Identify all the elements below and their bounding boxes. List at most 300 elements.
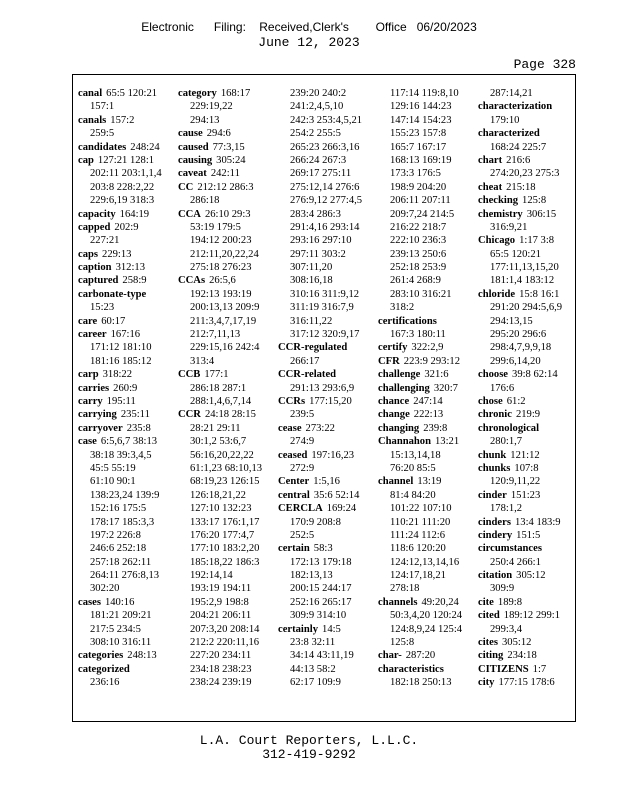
index-entry: [478, 542, 573, 555]
page-line-references: 157:1: [90, 101, 115, 113]
index-entry-continuation: [178, 248, 273, 261]
page-line-references: 229:13: [102, 248, 132, 260]
court-reporter-phone: 312-419-9292: [262, 747, 356, 762]
page-line-references: 252:16 265:17: [290, 596, 352, 608]
index-term: checking: [478, 195, 519, 207]
index-entry-continuation: [78, 623, 173, 636]
index-term: characteristics: [378, 663, 444, 675]
page-line-references: 28:21 29:11: [190, 422, 241, 434]
index-entry-continuation: [278, 649, 373, 662]
index-entry: [278, 502, 373, 515]
index-entry: [78, 382, 173, 395]
index-entry: [78, 422, 173, 435]
page-line-references: 294:13,15: [490, 315, 533, 327]
index-entry-continuation: [178, 676, 273, 689]
index-entry-continuation: [178, 301, 273, 314]
index-term: cited: [478, 610, 500, 622]
index-term: canals: [78, 114, 107, 126]
index-entry-continuation: [278, 676, 373, 689]
index-entry-continuation: [178, 542, 273, 555]
index-entry: [278, 489, 373, 502]
page-line-references: 178:17 185:3,3: [90, 516, 155, 528]
index-entry-continuation: [178, 422, 273, 435]
page-line-references: 127:21 128:1: [97, 154, 155, 166]
page-line-references: 219:9: [515, 409, 541, 421]
page-line-references: 320:7: [433, 382, 458, 394]
page-line-references: 308:16,18: [290, 275, 333, 287]
index-entry-continuation: [78, 609, 173, 622]
index-entry-continuation: [78, 301, 173, 314]
page-line-references: 58:3: [313, 543, 333, 555]
index-entry-continuation: [178, 328, 273, 341]
page-line-references: 133:17 176:1,17: [190, 516, 260, 528]
index-term: carries: [78, 382, 110, 394]
index-entry-continuation: [278, 569, 373, 582]
index-entry: [78, 141, 173, 154]
index-entry-continuation: [278, 516, 373, 529]
index-term: CCAs: [178, 275, 206, 287]
page-line-references: 242:11: [210, 168, 240, 180]
index-term: characterization: [478, 101, 553, 113]
page-line-references: 216:22 218:7: [390, 221, 447, 233]
index-entry-continuation: [378, 248, 473, 261]
page-line-references: 68:19,23 126:15: [190, 476, 260, 488]
index-entry: [278, 422, 373, 435]
page-line-references: 266:24 267:3: [290, 154, 347, 166]
page-line-references: 283:10 316:21: [390, 288, 452, 300]
index-entry-continuation: [478, 475, 573, 488]
page-line-references: 168:13 169:19: [390, 154, 452, 166]
page-line-references: 26:5,6: [209, 275, 236, 287]
index-entry: [478, 208, 573, 221]
page-line-references: 195:2,9 198:8: [190, 596, 249, 608]
page-line-references: 34:14 43:11,19: [290, 650, 354, 662]
index-entry: [78, 435, 173, 448]
page-line-references: 212:12 286:3: [197, 181, 254, 193]
index-entry: [378, 663, 473, 676]
page-line-references: 26:10 29:3: [204, 208, 251, 220]
index-entry-continuation: [78, 516, 173, 529]
index-term: CCRs: [278, 395, 306, 407]
page-line-references: 168:24 225:7: [490, 141, 547, 153]
index-entry: [178, 127, 273, 140]
index-term: carryover: [78, 422, 123, 434]
index-entry: [478, 462, 573, 475]
index-term: CCR: [178, 409, 201, 421]
index-entry-continuation: [178, 502, 273, 515]
index-entry-continuation: [278, 261, 373, 274]
page-line-references: 1:17 3:8: [519, 235, 555, 247]
page-line-references: 197:16,23: [311, 449, 355, 461]
index-term: case: [78, 436, 97, 448]
page-line-references: 308:10 316:11: [90, 637, 152, 649]
page-line-references: 258:9: [122, 275, 147, 287]
page-line-references: 1:5,16: [313, 476, 340, 488]
index-entry: [78, 87, 173, 100]
page-line-references: 35:6 52:14: [313, 489, 360, 501]
index-entry-continuation: [478, 261, 573, 274]
index-term: caption: [78, 262, 112, 274]
index-entry-continuation: [78, 127, 173, 140]
index-term: caps: [78, 248, 99, 260]
page-line-references: 260:9: [113, 382, 138, 394]
page-line-references: 177:10 183:2,20: [190, 543, 260, 555]
page-line-references: 316:11,22: [290, 315, 333, 327]
index-entry-continuation: [478, 315, 573, 328]
page-line-references: 234:18: [507, 650, 537, 662]
index-entry-continuation: [178, 288, 273, 301]
page-line-references: 194:12 200:23: [190, 235, 252, 247]
index-entry: [78, 154, 173, 167]
page-line-references: 261:4 268:9: [390, 275, 441, 287]
page-line-references: 217:5 234:5: [90, 623, 141, 635]
index-entry-continuation: [378, 114, 473, 127]
page-line-references: 265:23 266:3,16: [290, 141, 360, 153]
page-line-references: 181:1,4 183:12: [490, 275, 555, 287]
page-line-references: 81:4 84:20: [390, 489, 436, 501]
page-line-references: 203:8 228:2,22: [90, 181, 155, 193]
index-entry-continuation: [478, 435, 573, 448]
index-term: CCA: [178, 208, 201, 220]
page-line-references: 247:14: [413, 395, 443, 407]
index-entry-continuation: [178, 596, 273, 609]
index-entry-continuation: [378, 87, 473, 100]
page-line-references: 246:6 252:18: [90, 543, 147, 555]
page-line-references: 274:9: [290, 436, 315, 448]
index-entry-continuation: [378, 556, 473, 569]
index-entry-continuation: [178, 529, 273, 542]
page-line-references: 216:6: [506, 154, 531, 166]
index-entry: [178, 87, 273, 100]
page-line-references: 313:4: [190, 355, 215, 367]
index-entry: [78, 596, 173, 609]
index-term: challenging: [378, 382, 430, 394]
index-term: care: [78, 315, 98, 327]
page-line-references: 311:19 316:7,9: [290, 302, 354, 314]
index-entry-continuation: [178, 355, 273, 368]
page-line-references: 125:8: [390, 637, 415, 649]
index-entry-continuation: [178, 382, 273, 395]
index-term: CCB: [178, 369, 201, 381]
index-entry-continuation: [378, 489, 473, 502]
index-entry-continuation: [278, 154, 373, 167]
page-line-references: 297:11 303:2: [290, 248, 346, 260]
page-line-references: 65:5 120:21: [106, 88, 158, 99]
page-line-references: 229:15,16 242:4: [190, 342, 260, 354]
page-line-references: 185:18,22 186:3: [190, 556, 260, 568]
index-entry-continuation: [478, 382, 573, 395]
index-entry-continuation: [478, 221, 573, 234]
page-line-references: 269:17 275:11: [290, 168, 352, 180]
index-term: cheat: [478, 181, 503, 193]
index-term: capacity: [78, 208, 116, 220]
index-entry-continuation: [478, 114, 573, 127]
index-entry-continuation: [178, 435, 273, 448]
page-line-references: 264:11 276:8,13: [90, 570, 160, 582]
index-term: channels: [378, 596, 418, 608]
index-column-5: [478, 87, 573, 690]
page-line-references: 179:10: [490, 114, 520, 126]
index-entry: [478, 154, 573, 167]
page-line-references: 291:20 294:5,6,9: [490, 302, 563, 314]
index-entry-continuation: [278, 141, 373, 154]
page-line-references: 192:13 193:19: [190, 288, 252, 300]
page-line-references: 44:13 58:2: [290, 663, 336, 675]
index-term: categorized: [78, 663, 130, 675]
page-line-references: 293:16 297:10: [290, 235, 352, 247]
page-line-references: 164:19: [119, 208, 150, 220]
index-entry: [78, 261, 173, 274]
page-line-references: 15:13,14,18: [390, 449, 441, 461]
page-line-references: 124:8,9,24 125:4: [390, 623, 463, 635]
index-entry-continuation: [78, 355, 173, 368]
page-line-references: 169:24: [326, 503, 357, 515]
index-entry: [178, 141, 273, 154]
index-entry-continuation: [478, 328, 573, 341]
page-line-references: 13:4 183:9: [514, 516, 561, 528]
index-entry: [478, 569, 573, 582]
page-line-references: 222:13: [413, 409, 444, 421]
page-line-references: 124:17,18,21: [390, 570, 446, 582]
page-line-references: 287:20: [405, 650, 436, 662]
index-entry: [378, 382, 473, 395]
index-entry: [78, 368, 173, 381]
index-entry-continuation: [78, 234, 173, 247]
index-entry: [78, 288, 173, 301]
page-line-references: 176:6: [490, 382, 515, 394]
index-entry-continuation: [178, 221, 273, 234]
page-line-references: 101:22 107:10: [390, 503, 452, 515]
page-line-references: 206:11 207:11: [390, 195, 451, 207]
page-line-references: 157:2: [110, 114, 135, 126]
index-entry: [378, 475, 473, 488]
page-line-references: 248:13: [127, 650, 157, 662]
page-line-references: 310:16 311:9,12: [290, 288, 360, 300]
index-term: cinder: [478, 489, 507, 501]
page-line-references: 178:1,2: [490, 503, 523, 515]
index-term: CCR-regulated: [278, 342, 348, 354]
index-entry-continuation: [78, 462, 173, 475]
page-line-references: 242:3 253:4,5,21: [290, 114, 363, 126]
index-term: chloride: [478, 288, 516, 300]
index-term: carp: [78, 369, 99, 381]
page-line-references: 62:17 109:9: [290, 677, 341, 689]
page-line-references: 129:16 144:23: [390, 101, 452, 113]
page-line-references: 288:1,4,6,7,14: [190, 395, 252, 407]
page-line-references: 182:18 250:13: [390, 677, 452, 689]
index-entry-continuation: [278, 194, 373, 207]
index-entry-continuation: [378, 221, 473, 234]
index-term: cites: [478, 637, 498, 649]
index-entry-continuation: [178, 582, 273, 595]
index-entry-continuation: [478, 167, 573, 180]
index-entry: [478, 408, 573, 421]
index-term: cases: [78, 596, 101, 608]
page-line-references: 23:8 32:11: [290, 637, 336, 649]
index-entry-continuation: [178, 341, 273, 354]
page-line-references: 307:11,20: [290, 262, 333, 274]
index-entry-continuation: [478, 582, 573, 595]
page-line-references: 294:6: [206, 128, 231, 140]
page-line-references: 49:20,24: [421, 596, 459, 608]
index-term: citing: [478, 650, 504, 662]
index-term: chemistry: [478, 208, 523, 220]
index-entry-continuation: [478, 248, 573, 261]
index-column-2: [178, 87, 273, 690]
index-term: categories: [78, 650, 124, 662]
page-line-references: 117:14 119:8,10: [390, 88, 459, 99]
index-entry-continuation: [278, 234, 373, 247]
index-entry-continuation: [278, 288, 373, 301]
page-line-references: 274:20,23 275:3: [490, 168, 560, 180]
page-line-references: 110:21 111:20: [390, 516, 451, 528]
page-line-references: 121:12: [510, 449, 540, 461]
page-line-references: 280:1,7: [490, 436, 523, 448]
index-entry: [478, 194, 573, 207]
index-column-4: [378, 87, 473, 690]
filing-header: Electronic Filing: Received,Clerk's Office 06/20/2023: [141, 20, 477, 34]
page-line-references: 207:3,20 208:14: [190, 623, 260, 635]
page-line-references: 193:19 194:11: [190, 583, 252, 595]
index-entry: [78, 315, 173, 328]
page-line-references: 239:5: [290, 409, 315, 421]
index-term: ceased: [278, 449, 308, 461]
index-entry-continuation: [378, 288, 473, 301]
index-entry-continuation: [278, 582, 373, 595]
page-line-references: 38:18 39:3,4,5: [90, 449, 152, 461]
page-line-references: 278:18: [390, 583, 420, 595]
index-term: canal: [78, 88, 103, 99]
index-entry-continuation: [78, 489, 173, 502]
page-line-references: 200:15 244:17: [290, 583, 352, 595]
index-entry-continuation: [178, 395, 273, 408]
page-line-references: 257:18 262:11: [90, 556, 152, 568]
index-entry: [278, 475, 373, 488]
index-entry: [378, 422, 473, 435]
page-line-references: 318:22: [102, 369, 133, 381]
page-line-references: 211:3,4,7,17,19: [190, 315, 257, 327]
page-line-references: 286:18: [190, 195, 220, 207]
index-entry-continuation: [178, 449, 273, 462]
index-term: chart: [478, 154, 503, 166]
page-line-references: 177:15 178:6: [498, 677, 555, 689]
page-line-references: 111:24 112:6: [390, 529, 446, 541]
index-term: challenge: [378, 369, 421, 381]
page-line-references: 283:4 286:3: [290, 208, 341, 220]
index-entry: [278, 341, 373, 354]
index-entry: [478, 422, 573, 435]
index-term: chunk: [478, 449, 507, 461]
index-term: cease: [278, 422, 302, 434]
index-entry-continuation: [178, 194, 273, 207]
page-line-references: 176:20 177:4,7: [190, 529, 255, 541]
page-line-references: 287:14,21: [490, 88, 533, 99]
index-entry-continuation: [478, 355, 573, 368]
index-entry-continuation: [378, 100, 473, 113]
page-line-references: 309:9 314:10: [290, 610, 347, 622]
page-line-references: 305:24: [216, 154, 246, 166]
index-entry: [178, 368, 273, 381]
index-entry-continuation: [178, 234, 273, 247]
index-entry-continuation: [378, 582, 473, 595]
index-entry-continuation: [78, 529, 173, 542]
page-line-references: 151:5: [516, 529, 541, 541]
index-entry-continuation: [478, 341, 573, 354]
index-entry-continuation: [278, 408, 373, 421]
index-entry-continuation: [378, 127, 473, 140]
page-line-references: 168:17: [220, 88, 251, 99]
index-term: change: [378, 409, 410, 421]
page-line-references: 317:12 320:9,17: [290, 329, 360, 341]
page-line-references: 222:10 236:3: [390, 235, 447, 247]
page-line-references: 60:17: [101, 315, 126, 327]
index-entry-continuation: [78, 676, 173, 689]
page-line-references: 152:16 175:5: [90, 503, 147, 515]
page-line-references: 181:21 209:21: [90, 610, 152, 622]
index-term: CC: [178, 181, 194, 193]
page-line-references: 227:20 234:11: [190, 650, 252, 662]
page-line-references: 200:13,13 209:9: [190, 302, 260, 314]
index-entry: [478, 663, 573, 676]
index-term: characterized: [478, 128, 540, 140]
page-line-references: 138:23,24 139:9: [90, 489, 160, 501]
index-term: city: [478, 677, 495, 689]
index-entry: [478, 368, 573, 381]
page-line-references: 24:18 28:15: [204, 409, 256, 421]
index-entry: [178, 208, 273, 221]
index-box: [72, 74, 576, 722]
page-line-references: 254:2 255:5: [290, 128, 341, 140]
page-line-references: 204:21 206:11: [190, 610, 252, 622]
index-term: central: [278, 489, 310, 501]
page-line-references: 202:11 203:1,1,4: [90, 168, 162, 180]
page-line-references: 276:9,12 277:4,5: [290, 195, 363, 207]
page-line-references: 275:18 276:23: [190, 262, 252, 274]
index-term: CCR-related: [278, 369, 337, 381]
index-entry-continuation: [178, 636, 273, 649]
page-line-references: 50:3,4,20 120:24: [390, 610, 463, 622]
index-term: CFR: [378, 355, 400, 367]
page-line-references: 275:12,14 276:6: [290, 181, 360, 193]
index-term: certify: [378, 342, 408, 354]
page-line-references: 6:5,6,7 38:13: [100, 436, 158, 448]
page-line-references: 236:16: [90, 677, 120, 689]
index-entry-continuation: [178, 475, 273, 488]
index-entry: [78, 663, 173, 676]
page-line-references: 107:8: [514, 462, 539, 474]
page-line-references: 197:2 226:8: [90, 529, 141, 541]
index-term: choose: [478, 369, 509, 381]
page-line-references: 61:2: [506, 395, 526, 407]
index-entry-continuation: [178, 556, 273, 569]
index-entry: [178, 274, 273, 287]
index-entry-continuation: [278, 556, 373, 569]
index-entry: [378, 408, 473, 421]
index-term: cindery: [478, 529, 513, 541]
index-entry-continuation: [78, 542, 173, 555]
page-line-references: 215:18: [506, 181, 536, 193]
index-entry: [278, 542, 373, 555]
index-term: channel: [378, 476, 414, 488]
page-line-references: 13:19: [417, 476, 442, 488]
index-term: caused: [178, 141, 209, 153]
index-entry-continuation: [478, 623, 573, 636]
index-entry-continuation: [378, 301, 473, 314]
page-line-references: 124:12,13,14,16: [390, 556, 460, 568]
page-line-references: 15:8 16:1: [519, 288, 560, 300]
index-entry-continuation: [278, 382, 373, 395]
index-entry-continuation: [378, 181, 473, 194]
